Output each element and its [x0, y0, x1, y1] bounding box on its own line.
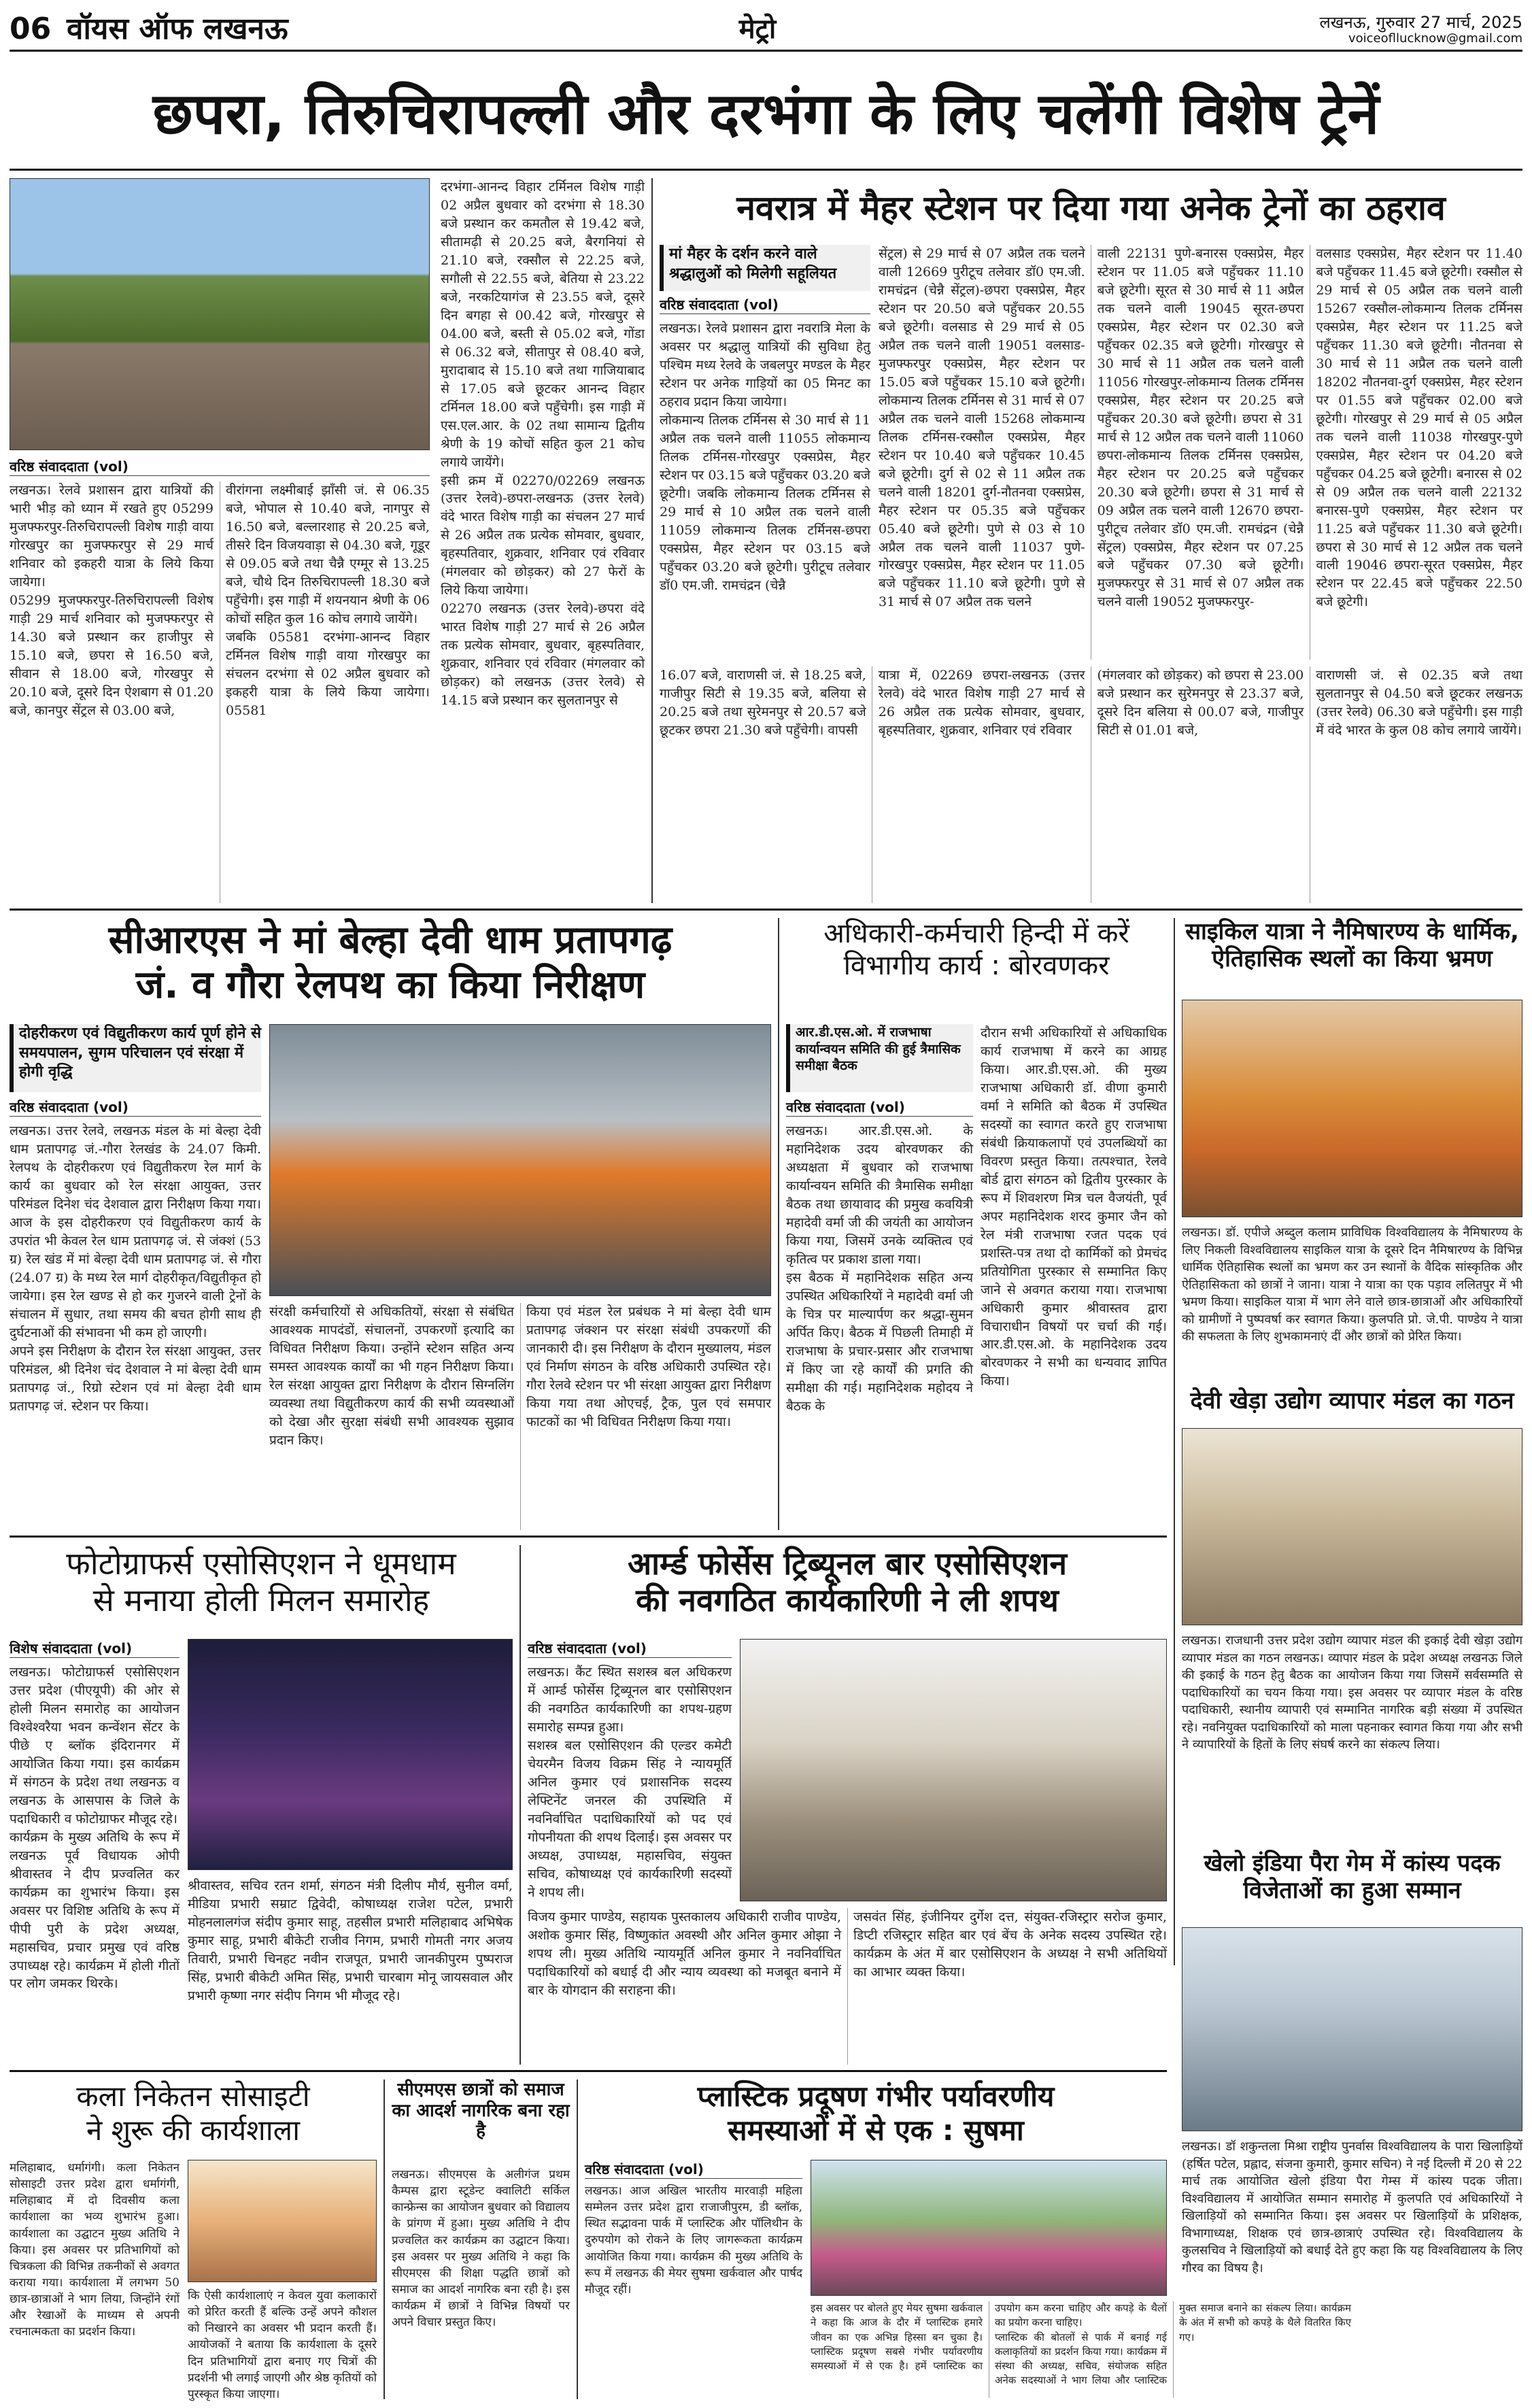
hindi-headline-line1: अधिकारी-कर्मचारी हिन्दी में करें	[823, 918, 1129, 949]
divider	[577, 2080, 578, 2399]
maihar-p2: लोकमान्य तिलक टर्मिनस से 30 मार्च से 11 अप्रैल तक चलने वाली 11055 लोकमान्य तिलक टर्मिनस-गोरखपुर एक्सप्रेस, मैहर स्टेशन पर 03.15 बजे पहुँचकर 03.20 बजे छूटेगी। जबकि लोकमान्य तिलक टर्मिनस से 29 मार्च से 10 अप्रैल तक चलने वाली 11059 लोकमान्य तिलक टर्मिनस-छपरा एक्सप्रेस, मैहर स्टेशन पर 03.15 बजे पहुँचकर 03.20 बजे छूटेगी। पुरीटूच तलेवार डॉ0 एम.जी. रामचंद्रन (चेन्नै	[660, 412, 870, 593]
maihar-text-a	[660, 320, 870, 660]
hindi-p1: लखनऊ। आर.डी.एस.ओ. के महानिदेशक उदय बोरवणकर की अध्यक्षता में बुधवार को राजभाषा कार्यान्वयन समिति की त्रैमासिक समीक्षा बैठक तथा छायावाद की प्रमुख कवयित्री महादेवी वर्मा जी की जयंती का आयोजन किया गया, जिसमें उनके व्यक्तित्व एवं कृतित्व पर प्रकाश डाला गया।	[786, 1123, 973, 1267]
lead-headline: छपरा, तिरुचिरापल्ली और दरभंगा के लिए चलेंगी विशेष ट्रेनें	[152, 80, 1380, 147]
khelo-award-photo	[1182, 1927, 1522, 2131]
kala-text-a	[10, 2160, 180, 2398]
crs-headline-line2: जं. व गौरा रेलपथ का किया निरीक्षण	[135, 963, 645, 1008]
plastic-headline	[585, 2080, 1167, 2154]
plastic-byline: वरिष्ठ संवाददाता (vol)	[585, 2160, 802, 2179]
hindi-headline-line2: विभागीय कार्य : बोरवणकर	[843, 950, 1110, 982]
afb-p4: जसवंत सिंह, इंजीनियर दुर्गेश दत्त, संयुक्त-रजिस्ट्रार सरोज कुमार, डिप्टी रजिस्ट्रार सहित बार एवं बेंच के अनेक सदस्य उपस्थित रहे। कार्यक्रम के अंत में बार एसोसिएशन के अध्यक्ष ने सभी अतिथियों का आभार व्यक्त किया।	[853, 1910, 1167, 1980]
plastic-text-b	[811, 2301, 1351, 2398]
devi-headline: देवी खेड़ा उद्योग व्यापार मंडल का गठन	[1190, 1387, 1514, 1414]
khelo-headline-line2: विजेताओं का हुआ सम्मान	[1243, 1877, 1461, 1905]
oath-ceremony-photo	[740, 1639, 1167, 1901]
divider	[1174, 918, 1175, 1965]
khelo-p1: लखनऊ। डॉ शकुन्तला मिश्रा राष्ट्रीय पुनर्वास विश्वविद्यालय के पारा खिलाड़ियों (हर्षित पटेल, प्रह्लाद, संजना कुमारी, कुमार सचिन) ने नई दिल्ली में 20 से 22 मार्च तक आयोजित खेलो इंडिया पैरा गेम्स में कांस्य पदक जीता। विश्वविद्यालय में आयोजित सम्मान समारोह में कुलपति एवं अधिकारियों ने खिलाड़ियों को सम्मानित किया। इस अवसर पर खिलाड़ियों के प्रशिक्षक, विभागाध्यक्ष, शिक्षक एवं छात्र-छात्राएं उपस्थित रहे। विश्वविद्यालय के कुलसचिव ने खिलाड़ियों को बधाई देते हुए कहा कि यह विश्वविद्यालय के लिए गौरव का विषय है।	[1182, 2139, 1522, 2275]
hindi-text-b	[981, 1024, 1167, 1530]
maihar-p7: यात्रा में, 02269 छपरा-लखनऊ (उत्तर रेलवे) वंदे भारत विशेष गाड़ी 27 मार्च से 26 अप्रैल तक प्रत्येक सोमवार, बुधवार, बृहस्पतिवार, शुक्रवार, शनिवार एवं रविवार	[878, 668, 1085, 738]
lead-p4: जबकि 05581 दरभंगा-आनन्द विहार टर्मिनल विशेष गाड़ी वाया गोरखपुर का संचलन दरभंगा से 02 अप्रैल बुधवार को इकहरी यात्रा के लिये किया जायेगा। 05581	[226, 629, 430, 718]
crs-headline-line1: सीआरएस ने मां बेल्हा देवी धाम प्रतापगढ़	[108, 918, 673, 962]
plastic-text-a	[585, 2183, 802, 2398]
crs-p1: लखनऊ। उत्तर रेलवे, लखनऊ मंडल के मां बेल्हा देवी धाम प्रतापगढ़ जं.-गौरा रेलखंड के 24.07 किमी. रेलपथ के दोहरीकरण एवं विद्युतीकरण रेल मार्ग के कार्य का बुधवार को रेल संरक्षा आयुक्त, उत्तर परिमंडल दिनेश चंद देशवाल द्वारा निरीक्षण किया गया। आज के इस दोहरीकरण एवं विद्युतीकरण कार्य के उपरांत भी केवल रेल धाम प्रतापगढ़ जं. से जंक्शं (53 ग्र) रेल खंड में मां बेल्हा देवी धाम प्रतापगढ़ जं. से गौरा (24.07 ग्र) के मध्य रेल मार्ग दोहरीकृत/विद्युतीकृत हो जायेगा। इस रेल खण्ड से हो कर गुजरने वाली ट्रेनों के संचालन में सुधार, तथा समय की बचत होगी साथ ही दुर्घटनाओं की संभावना भी कम हो जाएगी।	[10, 1123, 261, 1340]
hindi-kicker: आर.डी.एस.ओ. में राजभाषा कार्यान्वयन समिति की हुई त्रैमासिक समीक्षा बैठक	[786, 1024, 973, 1092]
maihar-p6: 16.07 बजे, वाराणसी जं. से 18.25 बजे, गाजीपुर सिटी से 19.35 बजे, बलिया से 20.25 बजे तथा सुरेमनपुर से 20.57 बजे छूटकर छपरा 21.30 बजे पहुँचेगी। वापसी	[660, 668, 866, 738]
khelo-headline	[1182, 1850, 1522, 1920]
photo-assoc-byline: विशेष संवाददाता (vol)	[10, 1639, 180, 1658]
maihar-text-b	[879, 245, 1522, 660]
maihar-p1: लखनऊ। रेलवे प्रशासन द्वारा नवरात्रि मेला के अवसर पर श्रद्धालु यात्रियों की सुविधा हेतु पश्चिम मध्य रेलवे के जबलपुर मण्डल के मैहर स्टेशन पर अनेक गाड़ियों का 05 मिनट का ठहराव प्रदान किया जायेगा।	[660, 321, 870, 409]
lead-p6: इसी क्रम में 02270/02269 लखनऊ (उत्तर रेलवे)-छपरा-लखनऊ (उत्तर रेलवे) वंदे भारत विशेष गाड़ी का संचलन 27 मार्च से 26 अप्रैल तक प्रत्येक सोमवार, बुधवार, बृहस्पतिवार, शुक्रवार, शनिवार एवं रविवार (मंगलवार को छोड़कर) को 27 फेरों के लिये किया जायेगा।	[441, 473, 645, 598]
crs-p4: किया एवं मंडल रेल प्रबंधक ने मां बेल्हा देवी धाम प्रतापगढ़ जंक्शन पर संरक्षा संबंधी उपकरणों की जानकारी दी। इस निरीक्षण के दौरान मुख्यालय, मंडल एवं निर्माण संगठन के वरिष्ठ अधिकारी उपस्थित रहे। गौरा रेलवे स्टेशन पर भी संरक्षा आयुक्त द्वारा निरीक्षण किया गया तथा ओएचई, ट्रैक, पुल एवं समपार फाटकों का भी विधिवत निरीक्षण किया गया।	[526, 1304, 771, 1429]
kala-p1: मलिहाबाद, धर्मागंगी। कला निकेतन सोसाइटी उत्तर प्रदेश द्वारा धर्मागंगी, मलिहाबाद में दो दिवसीय कला कार्यशाला का भव्य शुभारंभ हुआ। कार्यशाला का उद्घाटन मुख्य अतिथि ने किया। इस अवसर पर प्रतिभागियों को चित्रकला की विभिन्न तकनीकों से अवगत कराया गया। कार्यशाला में लगभग 50 छात्र-छात्राओं ने भाग लिया, जिन्होंने रंगों और रेखाओं के माध्यम से अपनी रचनात्मकता का प्रदर्शन किया।	[10, 2161, 180, 2339]
photo-assoc-p2: कार्यक्रम के मुख्य अतिथि के रूप में लखनऊ पूर्व विधायक ओपी श्रीवास्तव ने दीप प्रज्वलित कर कार्यक्रम का शुभारंभ किया। इस अवसर पर विशिष्ट अतिथि के रूप में पीपी पुरी के प्रदेश अध्यक्ष, महासचिव, प्रचार प्रमुख एवं वरिष्ठ उपाध्यक्ष रहे। कार्यक्रम में होली गीतों पर लोग जमकर थिरके।	[10, 1829, 180, 1992]
afb-text-a	[528, 1663, 732, 1901]
photo-assoc-headline-line2: से मनाया होली मिलन समारोह	[92, 1582, 430, 1619]
cycle-text	[1182, 1224, 1522, 1380]
cms-text	[392, 2167, 570, 2398]
section-name: मेट्रो	[738, 14, 777, 45]
plastic-headline-line2: समस्याओं में से एक : सुषमा	[728, 2113, 1024, 2147]
divider	[10, 169, 1522, 171]
maihar-p9: वाराणसी जं. से 02.35 बजे तथा सुलतानपुर से 04.50 बजे छूटकर लखनऊ (उत्तर रेलवे) 06.30 बजे पहुँचेगी। इस गाड़ी में वंदे भारत के कुल 08 कोच लगाये जायेंगे।	[1316, 668, 1522, 738]
divider	[384, 2080, 385, 2399]
crs-text-b	[269, 1303, 771, 1530]
crs-p3: संरक्षी कर्मचारियों से अधिकतियों, संरक्षा से संबंधित आवश्यक मापदंडों, संचालनों, उपकरणों इत्यादि का विधिवत निरीक्षण किया। उन्होंने स्टेशन सहित अन्य समस्त आवश्यक कार्यों का भी गहन निरीक्षण किया। रेल संरक्षा आयुक्त द्वारा निरीक्षण के दौरान सिग्नलिंग व्यवस्था तथा विद्युतीकरण कार्य की सभी व्यवस्थाओं को देखा और सुरक्षा संबंधी सभी आवश्यक सुझाव प्रदान किए।	[269, 1304, 514, 1448]
lead-p3: वीरांगना लक्ष्मीबाई झाँसी जं. से 06.35 बजे, भोपाल से 10.40 बजे, नागपुर से 16.50 बजे, बल्लारशाह से 20.25 बजे, तीसरे दिन विजयवाड़ा से 04.30 बजे, गूडूर से 09.05 बजे तथा चैन्नै एग्मूर से 13.25 बजे, चौथे दिन तिरुचिरापल्ली 18.30 बजे पहुँचेगी। इस गाड़ी में शयनयान श्रेणी के 06 कोचों सहित कुल 16 कोच लगाये जायेंगे।	[226, 483, 430, 626]
paper-name: वॉयस ऑफ लखनऊ	[67, 12, 288, 46]
lead-p1: लखनऊ। रेलवे प्रशासन द्वारा यात्रियों की भारी भीड़ को ध्यान में रखते हुए 05299 मुजफ्फरपुर-तिरुचिरापल्ली विशेष गाड़ी वाया गोरखपुर का मुजफ्फरपुर से 29 मार्च शनिवार को इकहरी यात्रा के लिये किया जायेगा।	[10, 483, 214, 590]
afb-p3: विजय कुमार पाण्डेय, सहायक पुस्तकालय अधिकारी राजीव पाण्डेय, अशोक कुमार सिंह, विष्णुकांत अवस्थी और अनिल कुमार ओझा ने शपथ ली। मुख्य अतिथि न्यायमूर्ति अनिल कुमार ने नवनिर्वाचित पदाधिकारियों को बधाई दी और न्याय व्यवस्था को मजबूत बनाने में बार के योगदान की सराहना की।	[528, 1910, 841, 1998]
kala-headline	[10, 2080, 377, 2154]
kala-headline-line1: कला निकेतन सोसाइटी	[76, 2080, 310, 2113]
maihar-text-c	[660, 666, 1522, 903]
afb-headline-line2: की नवगठित कार्यकारिणी ने ली शपथ	[636, 1582, 1059, 1619]
hindi-text-a	[786, 1122, 973, 1530]
hindi-p2: इस बैठक में महानिदेशक सहित अन्य उपस्थित अधिकारियों ने महादेवी वर्मा जी के चित्र पर माल्यार्पण कर श्रद्धा-सुमन अर्पित किए। बैठक में पिछली तिमाही में राजभाषा के प्रचार-प्रसार और राजभाषा में किए जा रहे कार्यों की प्रगति की समीक्षा की गई। महानिदेशक महोदय ने बैठक के	[786, 1270, 973, 1414]
masthead	[10, 10, 1522, 52]
lead-p2: 05299 मुजफ्फरपुर-तिरुचिरापल्ली विशेष गाड़ी 29 मार्च शनिवार को मुजफ्फरपुर से 14.30 बजे प्रस्थान कर हाजीपुर से 15.10 बजे, छपरा से 16.50 बजे, सीवान से 18.00 बजे, गोरखपुर से 20.10 बजे, दूसरे दिन ऐशबाग से 01.20 बजे, कानपुर सेंट्रल से 03.00 बजे,	[10, 592, 214, 718]
maihar-headline: नवरात्र में मैहर स्टेशन पर दिया गया अनेक ट्रेनों का ठहराव	[736, 188, 1446, 228]
cms-headline: सीएमएस छात्रों को समाज का आदर्श नागरिक बना रहा है	[392, 2080, 570, 2142]
plastic-p2: इस अवसर पर बोलते हुए मेयर सुषमा खर्कवाल ने कहा कि आज के दौर में प्लास्टिक हमारे जीवन का एक अभिन्न हिस्सा बन चुका है। प्लास्टिक प्रदूषण सबसे गंभीर पर्यावरणीय समस्याओं में से एक है। हमें प्लास्टिक का उपयोग कम करना चाहिए और कपड़े के थैलों का प्रयोग करना चाहिए।	[811, 2302, 1167, 2373]
afb-headline	[528, 1545, 1167, 1633]
cycle-p1: लखनऊ। डॉ. एपीजे अब्दुल कलाम प्राविधिक विश्वविद्यालय के नैमिषारण्य के लिए निकली विश्वविद्यालय साइकिल यात्रा के दूसरे दिन नैमिषारण्य के विभिन्न धार्मिक ऐतिहासिक स्थलों का भ्रमण कर उन स्थानों के वैदिक सांस्कृतिक और ऐतिहासिकता को छात्रों ने जाना। यात्रा ने यात्रा का एक पड़ाव ललितपुर में भी भ्रमण किया। साइकिल यात्रा में भाग लेने वाले छात्र-छात्राओं और अधिकारियों को ग्रामीणों ने पुष्पवर्षा कर स्वागत किया। कुलपति प्रो. जे.पी. पाण्डेय ने यात्रा की सफलता के लिए शुभकामनाएं दीं और छात्रों को प्रेरित किया।	[1182, 1225, 1522, 1344]
photo-assoc-headline-line1: फोटोग्राफर्स एसोसिएशन ने धूमधाम	[66, 1545, 456, 1582]
lead-p5: दरभंगा-आनन्द विहार टर्मिनल विशेष गाड़ी 02 अप्रैल बुधवार को दरभंगा से 18.30 बजे प्रस्थान कर कमतौल से 19.42 बजे, सीतामढ़ी से 20.25 बजे, बैरगनियां से 21.10 बजे, रक्सौल से 22.25 बजे, सगौली से 22.55 बजे, बेतिया से 23.22 बजे, नरकटियागंज से 23.55 बजे, दूसरे दिन बगहा से 00.42 बजे, गोरखपुर से 04.00 बजे, बस्ती से 05.02 बजे, गोंडा से 06.32 बजे, सीतापुर से 08.40 बजे, मुरादाबाद से 15.10 बजे तथा गाजियाबाद से 17.05 बजे छूटकर आनन्द विहार टर्मिनल 18.00 बजे पहुँचेगी। इस गाड़ी में एस.एल.आर. के 02 तथा सामान्य द्वितीय श्रेणी के 19 कोचों सहित कुल 21 कोच लगाये जायेंगे।	[441, 180, 645, 470]
divider	[10, 2070, 1167, 2072]
crs-p2: अपने इस निरीक्षण के दौरान रेल संरक्षा आयुक्त, उत्तर परिमंडल, श्री दिनेश चंद देशवाल ने मां बेल्हा देवी धाम प्रतापगढ़ जं., रिग्रो स्टेशन एवं मां बेल्हा देवी धाम प्रतापगढ़ जं. स्टेशन पर किया।	[10, 1343, 261, 1414]
maihar-p3: सेंट्रल) से 29 मार्च से 07 अप्रैल तक चलने वाली 12669 पुरीटूच तलेवार डॉ0 एम.जी. रामचंद्रन (चेन्नै सेंट्रल)-छपरा एक्सप्रेस, मैहर स्टेशन पर 20.50 बजे पहुँचकर 20.55 बजे छूटेगी। वलसाड से 29 मार्च से 05 अप्रैल तक चलने वाली 19051 वलसाड-मुजफ्फरपुर एक्सप्रेस, मैहर स्टेशन पर 15.05 बजे पहुँचकर 15.10 बजे छूटेगी। लोकमान्य तिलक टर्मिनस से 31 मार्च से 07 अप्रैल तक चलने वाली 15268 लोकमान्य तिलक टर्मिनस-रक्सौल एक्सप्रेस, मैहर स्टेशन पर 10.40 बजे पहुँचकर 10.45 बजे छूटेगी। दुर्ग से 02 से 11 अप्रैल तक चलने वाली 18201 दुर्ग-नौतनवा एक्सप्रेस, मैहर स्टेशन पर 05.35 बजे पहुँचकर 05.40 बजे छूटेगी। पुणे से 03 से 10 अप्रैल तक चलने वाली 11037 पुणे-गोरखपुर एक्सप्रेस, मैहर स्टेशन पर 11.05 बजे पहुँचकर 11.10 बजे छूटेगी। पुणे से 31 मार्च से 07 अप्रैल तक चलने	[879, 246, 1085, 610]
divider	[10, 909, 1522, 911]
divider	[10, 1536, 1167, 1538]
crs-text-a	[10, 1122, 261, 1530]
cycle-rally-photo	[1182, 1000, 1522, 1217]
photo-assoc-headline	[10, 1545, 513, 1633]
photo-assoc-p3: श्रीवास्तव, सचिव रतन शर्मा, संगठन मंत्री दिलीप मौर्य, सुनील वर्मा, मीडिया प्रभारी सम्राट द्विवेदी, कोषाध्यक्ष राजेश पटेल, प्रभारी मोहनलालगंज संदीप कुमार साहू, तहसील प्रभारी मलिहाबाद अभिषेक कुमार साहू, प्रभारी बीकेटी राजीव निगम, प्रभारी गोमती नगर अजय तिवारी, प्रभारी चिनहट नवीन राजपूत, प्रभारी जानकीपुरम पुष्पराज सिंह, प्रभारी बीकेटी अमित सिंह, प्रभारी चारबाग मोनू जायसवाल और प्रभारी कृष्णा नगर संदीप निगम भी मौजूद रहे।	[188, 1878, 513, 2003]
maihar-kicker: मां मैहर के दर्शन करने वाले श्रद्धालुओं को मिलेगी सहूलियत	[660, 245, 870, 291]
divider	[651, 178, 653, 903]
kala-headline-line2: ने शुरू की कार्यशाला	[86, 2113, 300, 2147]
workshop-photo	[188, 2160, 377, 2282]
afb-headline-line1: आर्म्ड फोर्सेस ट्रिब्यूनल बार एसोसिएशन	[628, 1545, 1067, 1582]
page-number: 06	[10, 12, 52, 46]
hindi-headline	[786, 918, 1167, 1017]
cycle-headline: साइकिल यात्रा ने नैमिषारण्य के धार्मिक, ऐतिहासिक स्थलों का किया भ्रमण	[1185, 918, 1519, 973]
photo-assoc-text-a	[10, 1663, 180, 2065]
email: voiceofllucknow@gmail.com	[1348, 31, 1522, 46]
crs-byline: वरिष्ठ संवाददाता (vol)	[10, 1098, 261, 1117]
plastic-p3: प्लास्टिक की बोतलों से पार्क में बनाई गई कलाकृतियों का प्रदर्शन किया गया। कार्यक्रम में संस्था की अध्यक्ष, सचिव, संयोजक सहित अनेक सदस्याओं ने भाग लिया और प्लास्टिक मुक्त समाज बनाने का संकल्प लिया। कार्यक्रम के अंत में सभी को कपड़े के थैले वितरित किए गए।	[995, 2302, 1351, 2387]
plastic-headline-line1: प्लास्टिक प्रदूषण गंभीर पर्यावरणीय	[697, 2080, 1055, 2113]
train-photo	[10, 178, 430, 450]
holi-stage-photo	[188, 1639, 513, 1870]
maihar-p8: (मंगलवार को छोड़कर) को छपरा से 23.00 बजे प्रस्थान कर सुरेमनपुर से 23.37 बजे, दूसरे दिन बलिया से 00.07 बजे, गाजीपुर सिटी से 01.01 बजे,	[1097, 668, 1304, 738]
lead-text-a	[10, 481, 430, 903]
kala-p2: कि ऐसी कार्यशालाएं न केवल युवा कलाकारों को प्रेरित करती हैं बल्कि उन्हें अपने कौशल को निखारने का अवसर भी प्रदान करती हैं। आयोजकों ने बताया कि कार्यशाला के दूसरे दिन प्रतिभागियों द्वारा बनाए गए चित्रों की प्रदर्शनी भी लगाई जाएगी और श्रेष्ठ कृतियों को पुरस्कृत किया जाएगा।	[188, 2289, 377, 2401]
kala-text-b	[188, 2288, 377, 2401]
afb-byline: वरिष्ठ संवाददाता (vol)	[528, 1639, 732, 1658]
hindi-p3: दौरान सभी अधिकारियों से अधिकाधिक कार्य राजभाषा में करने का आग्रह किया। आर.डी.एस.ओ. की मुख्य राजभाषा अधिकारी डॉ. वीणा कुमारी वर्मा ने समिति को बैठक में उपस्थित सदस्यों का स्वागत करते हुए राजभाषा संबंधी क्रियाकलापों एवं उपलब्धियों का विवरण प्रस्तुत किया। तत्पश्चात, रेलवे बोर्ड द्वारा संगठन को द्वितीय पुरस्कार के रूप में शिवशरण मित्र चल वैजयंती, पूर्व अपर महानिदेशक शरद कुमार जैन को रेल मंत्री राजभाषा रजत पदक एवं प्रशस्ति-पत्र तथा दो कार्मिकों को प्रेमचंद प्रतियोगिता पुरस्कार से सम्मानित किए जाने से अवगत कराया गया। राजभाषा अधिकारी कुमार श्रीवास्तव द्वारा विचाराधीन विषयों पर चर्चा की गई। आर.डी.एस.ओ. के महानिदेशक उदय बोरवणकर ने सभी का धन्यवाद ज्ञापित किया।	[981, 1025, 1167, 1389]
khelo-text	[1182, 2138, 1522, 2396]
crs-kicker: दोहरीकरण एवं विद्युतीकरण कार्य पूर्ण होने से समयपालन, सुगम परिचालन एवं संरक्षा में होगी वृद्धि	[10, 1024, 261, 1092]
inspection-photo	[269, 1024, 771, 1296]
crs-headline	[10, 918, 771, 1017]
hindi-byline: वरिष्ठ संवाददाता (vol)	[786, 1098, 973, 1117]
cms-p1: लखनऊ। सीएमएस के अलीगंज प्रथम कैम्पस द्वारा स्टूडेन्ट क्वालिटी सर्किल कान्फ्रेन्स का आयोजन बुधवार को विद्यालय के प्रांगण में हुआ। मुख्य अतिथि ने दीप प्रज्वलित कर कार्यक्रम का उद्घाटन किया। इस अवसर पर मुख्य अतिथि ने कहा कि सीएमएस की शिक्षा पद्धति छात्रों को समाज का आदर्श नागरिक बना रही है। इस कार्यक्रम में छात्रों ने विभिन्न विषयों पर अपने विचार प्रस्तुत किए।	[392, 2168, 570, 2330]
afb-p1: लखनऊ। कैंट स्थित सशस्त्र बल अधिकरण में आर्म्ड फोर्सेस ट्रिब्यूनल बार एसोसिएशन की नवगठित कार्यकारिणी का शपथ-ग्रहण समारोह सम्पन्न हुआ।	[528, 1665, 732, 1735]
afb-text-b	[528, 1908, 1167, 2065]
lead-text-b	[441, 178, 645, 903]
lead-byline: वरिष्ठ संवाददाता (vol)	[10, 457, 430, 476]
divider	[520, 1545, 521, 2065]
khelo-headline-line1: खेलो इंडिया पैरा गेम में कांस्य पदक	[1204, 1850, 1501, 1877]
photo-assoc-p1: लखनऊ। फोटोग्राफर्स एसोसिएशन उत्तर प्रदेश (पीएयूपी) की ओर से होली मिलन समारोह का आयोजन विश्वेश्वरैया भवन कन्वेंशन सेंटर के पीछे ए ब्लॉक इंदिरानगर में आयोजित किया गया। इस कार्यक्रम में संगठन के प्रदेश तथा लखनऊ व लखनऊ के आसपास के जिले के पदाधिकारी व फोटोग्राफर मौजूद रहे।	[10, 1665, 180, 1827]
plastic-p1: लखनऊ। आज अखिल भारतीय मारवाड़ी महिला सम्मेलन उत्तर प्रदेश द्वारा राजाजीपुरम, डी ब्लॉक, स्थित सद्भावना पार्क में प्लास्टिक और पॉलिथीन के दुरुपयोग को रोकने के लिए जागरूकता कार्यक्रम आयोजित किया गया। कार्यक्रम की मुख्य अतिथि के रूप में लखनऊ की मेयर सुषमा खर्कवाल और पार्षद मौजूद रहीं।	[585, 2184, 802, 2296]
afb-p2: सशस्त्र बल एसोसिएशन की एल्डर कमेटी चेयरमैन विजय विक्रम सिंह ने न्यायमूर्ति अनिल कुमार एवं प्रशासनिक सदस्य लेफ्टिनेंट जनरल की उपस्थिति में नवनिर्वाचित पदाधिकारियों को पद एवं गोपनीयता की शपथ दिलाई। इस अवसर पर अध्यक्ष, उपाध्यक्ष, महासचिव, संयुक्त सचिव, कोषाध्यक्ष एवं कार्यकारिणी सदस्यों ने शपथ ली।	[528, 1737, 732, 1900]
devi-meeting-photo	[1182, 1428, 1522, 1625]
divider	[778, 918, 779, 1530]
plastic-event-photo	[811, 2160, 1167, 2296]
maihar-p4: वाली 22131 पुणे-बनारस एक्सप्रेस, मैहर स्टेशन पर 11.05 बजे पहुँचकर 11.10 बजे छूटेगी। सूरत से 30 मार्च से 11 अप्रैल तक चलने वाली 19045 सूरत-छपरा एक्सप्रेस, मैहर स्टेशन पर 02.30 बजे पहुँचकर 02.35 बजे छूटेगी। गोरखपुर से 30 मार्च से 11 अप्रैल तक चलने वाली 11056 गोरखपुर-लोकमान्य तिलक टर्मिनस एक्सप्रेस, मैहर स्टेशन पर 20.25 बजे पहुँचकर 20.30 बजे छूटेगी। छपरा से 31 मार्च से 12 अप्रैल तक चलने वाली 11060 छपरा-लोकमान्य तिलक टर्मिनस एक्सप्रेस, मैहर स्टेशन पर 20.25 बजे पहुँचकर 20.30 बजे छूटेगी। छपरा से 31 मार्च से 09 अप्रैल तक चलने वाली 12670 छपरा-पुरीटूच तलेवार डॉ0 एम.जी. रामचंद्रन (चेन्नै सेंट्रल) एक्सप्रेस, मैहर स्टेशन पर 07.25 बजे पहुँचकर 07.30 बजे छूटेगी। मुजफ्फरपुर से 31 मार्च से 07 अप्रैल तक चलने वाली 19052 मुजफ्फरपुर-	[1097, 246, 1304, 610]
photo-assoc-text-b	[188, 1877, 513, 2065]
devi-text	[1182, 1632, 1522, 1843]
devi-p1: लखनऊ। राजधानी उत्तर प्रदेश उद्योग व्यापार मंडल की इकाई देवी खेड़ा उद्योग व्यापार मंडल का गठन लखनऊ। व्यापार मंडल के प्रदेश अध्यक्ष लखनऊ जिले की इकाई के गठन हेतु बैठक का आयोजन किया गया जिसमें सर्वसम्मति से पदाधिकारियों का चयन किया गया। इस अवसर पर व्यापार मंडल के वरिष्ठ पदाधिकारी, स्थानीय व्यापारी एवं सम्मानित नागरिक बड़ी संख्या में उपस्थित रहे। नवनियुक्त पदाधिकारियों को माला पहनाकर स्वागत किया गया और सभी ने व्यापारियों के हितों के लिए संघर्ष करने का संकल्प लिया।	[1182, 1633, 1522, 1752]
lead-p7: 02270 लखनऊ (उत्तर रेलवे)-छपरा वंदे भारत विशेष गाड़ी 27 मार्च से 26 अप्रैल तक प्रत्येक सोमवार, बुधवार, बृहस्पतिवार, शुक्रवार, शनिवार एवं रविवार (मंगलवार को छोड़कर) को लखनऊ (उत्तर रेलवे) से 14.15 बजे प्रस्थान कर सुलतानपुर से	[441, 601, 645, 709]
maihar-byline: वरिष्ठ संवाददाता (vol)	[660, 295, 870, 314]
maihar-p5: वलसाड एक्सप्रेस, मैहर स्टेशन पर 11.40 बजे पहुँचकर 11.45 बजे छूटेगी। रक्सौल से 29 मार्च से 05 अप्रैल तक चलने वाली 15267 रक्सौल-लोकमान्य तिलक टर्मिनस एक्सप्रेस, मैहर स्टेशन पर 11.25 बजे पहुँचकर 11.30 बजे छूटेगी। नौतनवा से 30 मार्च से 11 अप्रैल तक चलने वाली 18202 नौतनवा-दुर्ग एक्सप्रेस, मैहर स्टेशन पर 01.55 बजे पहुँचकर 02.00 बजे छूटेगी। गोरखपुर से 29 मार्च से 05 अप्रैल तक चलने वाली 11038 गोरखपुर-पुणे एक्सप्रेस, मैहर स्टेशन पर 04.20 बजे पहुँचकर 04.25 बजे छूटेगी। बनारस से 02 से 09 अप्रैल तक चलने वाली 22132 बनारस-पुणे एक्सप्रेस, मैहर स्टेशन पर 11.25 बजे पहुँचकर 11.30 बजे छूटेगी। छपरा से 30 मार्च से 12 अप्रैल तक चलने वाली 19046 छपरा-सूरत एक्सप्रेस, मैहर स्टेशन पर 22.45 बजे पहुँचकर 22.50 बजे छूटेगी।	[1316, 246, 1522, 610]
dateline: लखनऊ, गुरुवार 27 मार्च, 2025	[1319, 13, 1522, 32]
